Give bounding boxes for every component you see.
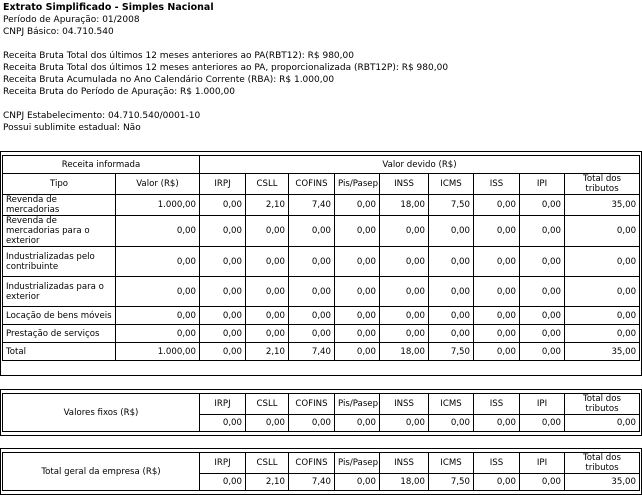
cell-value: 0,00	[520, 343, 565, 361]
cell-value: 0,00	[565, 216, 640, 247]
receita-rbt12: Receita Bruta Total dos últimos 12 meses anteriores ao PA(RBT12): R$ 980,00	[3, 51, 354, 61]
cell-value: 0,00	[565, 307, 640, 325]
sublimite-estadual: Possui sublimite estadual: Não	[3, 123, 141, 133]
cell-value: 0,00	[246, 247, 289, 277]
cell-value: 2,10	[246, 195, 289, 216]
row-tipo: Prestação de serviços	[3, 325, 116, 343]
row-tipo: Industrializadas pelo contribuinte	[3, 247, 116, 277]
cell-value: 0,00	[474, 325, 520, 343]
cell-value: 1.000,00	[116, 343, 200, 361]
cell-value: 0,00	[335, 277, 380, 307]
column-header: IRPJ	[200, 394, 246, 415]
column-header: ISS	[474, 453, 520, 474]
cell-value: 0,00	[429, 247, 474, 277]
column-header: CSLL	[246, 174, 289, 195]
column-header: Pis/Pasep	[335, 174, 380, 195]
main-table	[2, 155, 640, 361]
cell-value: 0,00	[200, 325, 246, 343]
cell-value: 0,00	[474, 247, 520, 277]
row-tipo: Industrializadas para o exterior	[3, 277, 116, 307]
report-header	[3, 2, 448, 134]
cell-value: 0,00	[565, 415, 640, 432]
cell-value: 0,00	[200, 343, 246, 361]
column-header: Pis/Pasep	[335, 394, 380, 415]
cell-value: 0,00	[116, 277, 200, 307]
cell-value: 0,00	[200, 307, 246, 325]
cell-value: 35,00	[565, 343, 640, 361]
receita-rbt12p: Receita Bruta Total dos últimos 12 meses anteriores ao PA, proporcionalizada (RBT12P): R$ 980,00	[3, 63, 449, 73]
page-title: Extrato Simplificado - Simples Nacional	[3, 2, 214, 13]
cell-value: 0,00	[200, 195, 246, 216]
column-header: COFINS	[289, 394, 335, 415]
table-row	[3, 307, 640, 325]
table-row	[3, 247, 640, 277]
total-row	[3, 343, 640, 361]
cell-value: 35,00	[565, 195, 640, 216]
total-geral-table	[2, 452, 640, 491]
cell-value: 0,00	[380, 277, 429, 307]
cell-value: 0,00	[474, 415, 520, 432]
column-header: Total dos tributos	[565, 394, 640, 415]
fixed-values-table	[2, 393, 640, 432]
cell-value: 7,50	[429, 195, 474, 216]
cell-value: 0,00	[335, 415, 380, 432]
cell-value: 0,00	[380, 325, 429, 343]
column-header: ISS	[474, 394, 520, 415]
cell-value: 0,00	[565, 325, 640, 343]
cell-value: 7,40	[289, 195, 335, 216]
receita-periodo: Receita Bruta do Período de Apuração: R$ 1.000,00	[3, 87, 235, 97]
cell-value: 0,00	[200, 277, 246, 307]
cell-value: 18,00	[380, 343, 429, 361]
column-header: IPI	[520, 394, 565, 415]
cell-value: 0,00	[429, 415, 474, 432]
row-tipo: Total	[3, 343, 116, 361]
column-header: ICMS	[429, 174, 474, 195]
cell-value: 0,00	[474, 307, 520, 325]
cell-value: 2,10	[246, 474, 289, 491]
cell-value: 0,00	[429, 307, 474, 325]
cell-value: 0,00	[246, 216, 289, 247]
cell-value: 0,00	[520, 415, 565, 432]
cell-value: 0,00	[474, 343, 520, 361]
column-header: ISS	[474, 174, 520, 195]
row-tipo: Revenda de mercadorias para o exterior	[3, 216, 116, 247]
column-header: COFINS	[289, 453, 335, 474]
cell-value: 0,00	[380, 307, 429, 325]
group-valor-devido: Valor devido (R$)	[200, 156, 640, 174]
cell-value: 0,00	[474, 474, 520, 491]
column-header: Tipo	[3, 174, 116, 195]
cell-value: 0,00	[289, 216, 335, 247]
column-header: CSLL	[246, 394, 289, 415]
column-header: INSS	[380, 394, 429, 415]
cell-value: 0,00	[246, 325, 289, 343]
column-header: Valor (R$)	[116, 174, 200, 195]
cell-value: 0,00	[335, 307, 380, 325]
cell-value: 0,00	[116, 325, 200, 343]
fixed-values-label: Valores fixos (R$)	[3, 394, 200, 432]
column-header: Total dos tributos	[565, 174, 640, 195]
cell-value: 0,00	[520, 474, 565, 491]
cell-value: 0,00	[474, 277, 520, 307]
cell-value: 0,00	[116, 216, 200, 247]
cell-value: 7,40	[289, 343, 335, 361]
cell-value: 0,00	[289, 277, 335, 307]
row-tipo: Locação de bens móveis	[3, 307, 116, 325]
table-row	[3, 216, 640, 247]
cell-value: 0,00	[474, 195, 520, 216]
cell-value: 0,00	[520, 277, 565, 307]
column-header: IRPJ	[200, 453, 246, 474]
cell-value: 0,00	[246, 277, 289, 307]
cell-value: 0,00	[116, 247, 200, 277]
cell-value: 0,00	[520, 325, 565, 343]
cell-value: 0,00	[116, 307, 200, 325]
cell-value: 0,00	[200, 216, 246, 247]
cell-value: 35,00	[565, 474, 640, 491]
row-tipo: Revenda de mercadorias	[3, 195, 116, 216]
column-header: IPI	[520, 174, 565, 195]
cell-value: 0,00	[520, 307, 565, 325]
cell-value: 7,50	[429, 343, 474, 361]
cell-value: 0,00	[380, 415, 429, 432]
cnpj-basico: CNPJ Básico: 04.710.540	[3, 27, 114, 37]
column-header: ICMS	[429, 394, 474, 415]
cell-value: 0,00	[380, 247, 429, 277]
cell-value: 0,00	[289, 325, 335, 343]
column-header: Total dos tributos	[565, 453, 640, 474]
column-header: Pis/Pasep	[335, 453, 380, 474]
cell-value: 0,00	[429, 277, 474, 307]
cnpj-estabelecimento: CNPJ Estabelecimento: 04.710.540/0001-10	[3, 111, 201, 121]
table-row	[3, 195, 640, 216]
cell-value: 7,50	[429, 474, 474, 491]
cell-value: 0,00	[380, 216, 429, 247]
cell-value: 0,00	[335, 325, 380, 343]
cell-value: 0,00	[565, 277, 640, 307]
column-header: IPI	[520, 453, 565, 474]
receita-rba: Receita Bruta Acumulada no Ano Calendário Corrente (RBA): R$ 1.000,00	[3, 75, 335, 85]
cell-value: 0,00	[520, 195, 565, 216]
cell-value: 7,40	[289, 474, 335, 491]
column-header: CSLL	[246, 453, 289, 474]
cell-value: 0,00	[429, 216, 474, 247]
column-header: ICMS	[429, 453, 474, 474]
cell-value: 18,00	[380, 474, 429, 491]
cell-value: 0,00	[335, 343, 380, 361]
cell-value: 0,00	[520, 247, 565, 277]
cell-value: 0,00	[200, 474, 246, 491]
periodo-apuracao: Período de Apuração: 01/2008	[3, 15, 140, 25]
cell-value: 0,00	[200, 247, 246, 277]
table-row	[3, 277, 640, 307]
cell-value: 0,00	[246, 415, 289, 432]
cell-value: 0,00	[335, 195, 380, 216]
cell-value: 0,00	[335, 474, 380, 491]
cell-value: 0,00	[565, 247, 640, 277]
cell-value: 0,00	[289, 415, 335, 432]
column-header: IRPJ	[200, 174, 246, 195]
cell-value: 0,00	[200, 415, 246, 432]
table-row	[3, 325, 640, 343]
cell-value: 18,00	[380, 195, 429, 216]
cell-value: 0,00	[520, 216, 565, 247]
cell-value: 1.000,00	[116, 195, 200, 216]
cell-value: 0,00	[429, 325, 474, 343]
cell-value: 0,00	[246, 307, 289, 325]
cell-value: 2,10	[246, 343, 289, 361]
cell-value: 0,00	[474, 216, 520, 247]
column-header: INSS	[380, 453, 429, 474]
cell-value: 0,00	[289, 307, 335, 325]
cell-value: 0,00	[335, 216, 380, 247]
column-header: INSS	[380, 174, 429, 195]
cell-value: 0,00	[335, 247, 380, 277]
column-header: COFINS	[289, 174, 335, 195]
total-geral-label: Total geral da empresa (R$)	[3, 453, 200, 491]
group-receita-informada: Receita informada	[3, 156, 200, 174]
cell-value: 0,00	[289, 247, 335, 277]
